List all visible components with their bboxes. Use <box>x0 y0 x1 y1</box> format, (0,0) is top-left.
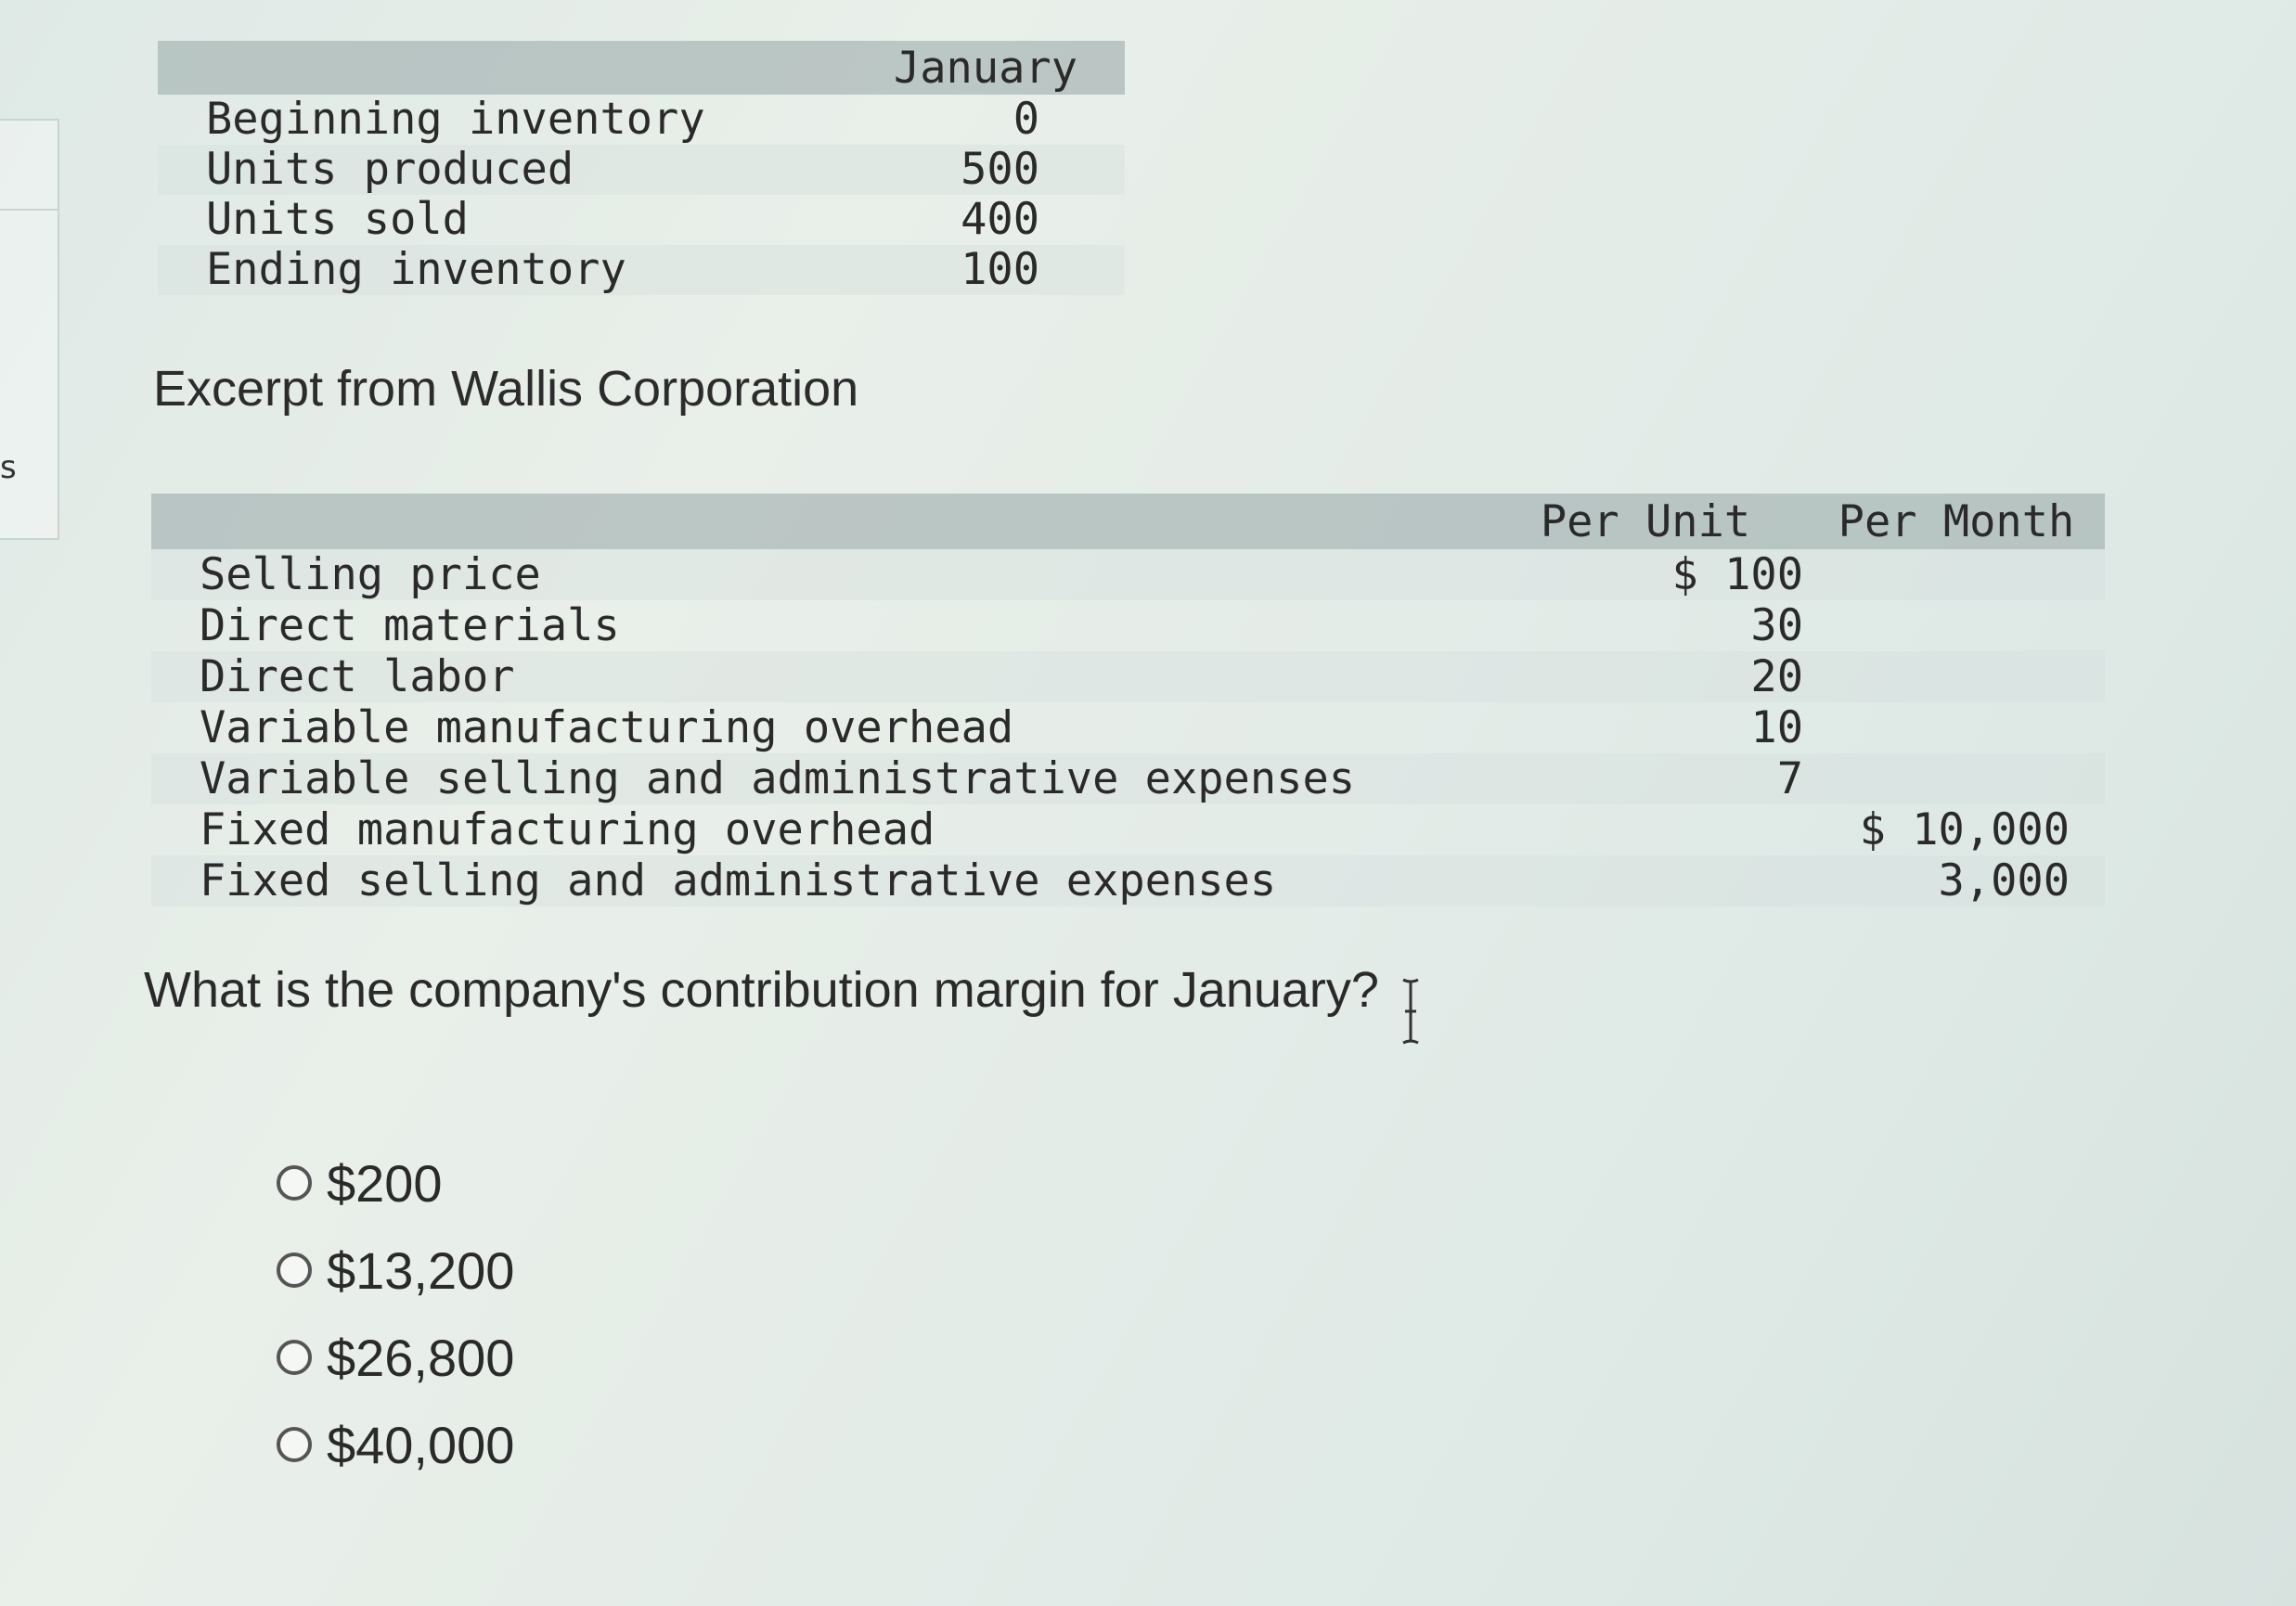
per-unit-value: 10 <box>1750 702 1803 753</box>
table-row <box>151 753 2105 804</box>
per-month-value: 3,000 <box>1938 855 2070 906</box>
row-label: Ending inventory <box>206 244 626 295</box>
answer-options <box>277 1139 514 1488</box>
answer-option[interactable] <box>277 1401 514 1488</box>
answer-option[interactable] <box>277 1314 514 1401</box>
table-row <box>151 651 2105 702</box>
row-label: Variable manufacturing overhead <box>200 702 1014 753</box>
option-label[interactable]: $40,000 <box>327 1415 515 1474</box>
row-label: Fixed selling and administrative expenses <box>200 855 1277 906</box>
question-text: What is the company's contribution margin for January? <box>144 962 1379 1018</box>
option-label[interactable]: $200 <box>327 1153 443 1213</box>
per-unit-value: $ 100 <box>1671 549 1803 600</box>
row-value: 400 <box>961 194 1039 245</box>
row-value: 500 <box>961 144 1039 195</box>
cost-table <box>151 494 2105 906</box>
row-value: 100 <box>961 244 1039 295</box>
table-row <box>151 855 2105 906</box>
row-label: Selling price <box>200 549 541 600</box>
radio-button[interactable] <box>277 1253 312 1288</box>
row-label: Direct materials <box>200 600 620 651</box>
radio-button[interactable] <box>277 1340 312 1375</box>
column-header-per-unit: Per Unit <box>1540 496 1751 547</box>
answer-option[interactable] <box>277 1227 514 1314</box>
row-label: Units produced <box>206 144 574 195</box>
excerpt-title: Excerpt from Wallis Corporation <box>153 361 859 417</box>
left-panel-letter: s <box>0 449 17 486</box>
option-label[interactable]: $13,200 <box>327 1240 515 1300</box>
inventory-table-header <box>158 41 1125 95</box>
table-row <box>158 95 1125 145</box>
table-row <box>151 600 2105 651</box>
table-row <box>158 195 1125 245</box>
radio-button[interactable] <box>277 1427 312 1462</box>
table-row <box>151 549 2105 600</box>
table-row <box>158 245 1125 295</box>
row-label: Fixed manufacturing overhead <box>200 804 935 855</box>
per-unit-value: 20 <box>1750 651 1803 702</box>
row-label: Direct labor <box>200 651 515 702</box>
table-row <box>158 145 1125 195</box>
option-label[interactable]: $26,800 <box>327 1328 515 1387</box>
radio-button[interactable] <box>277 1165 312 1201</box>
column-header-per-month: Per Month <box>1838 496 2075 547</box>
row-label: Units sold <box>206 194 469 245</box>
table-row <box>151 702 2105 753</box>
per-unit-value: 7 <box>1776 753 1803 804</box>
text-cursor-icon <box>1400 976 1422 1047</box>
per-month-value: $ 10,000 <box>1859 804 2070 855</box>
row-label: Variable selling and administrative expenses <box>200 753 1356 804</box>
column-header-january: January <box>893 43 1078 94</box>
cost-table-header <box>151 494 2105 549</box>
table-row <box>151 804 2105 855</box>
row-value: 0 <box>1013 94 1039 145</box>
left-panel-divider <box>0 209 58 211</box>
per-unit-value: 30 <box>1750 600 1803 651</box>
inventory-table <box>158 41 1125 295</box>
row-label: Beginning inventory <box>206 94 705 145</box>
answer-option[interactable] <box>277 1139 514 1227</box>
